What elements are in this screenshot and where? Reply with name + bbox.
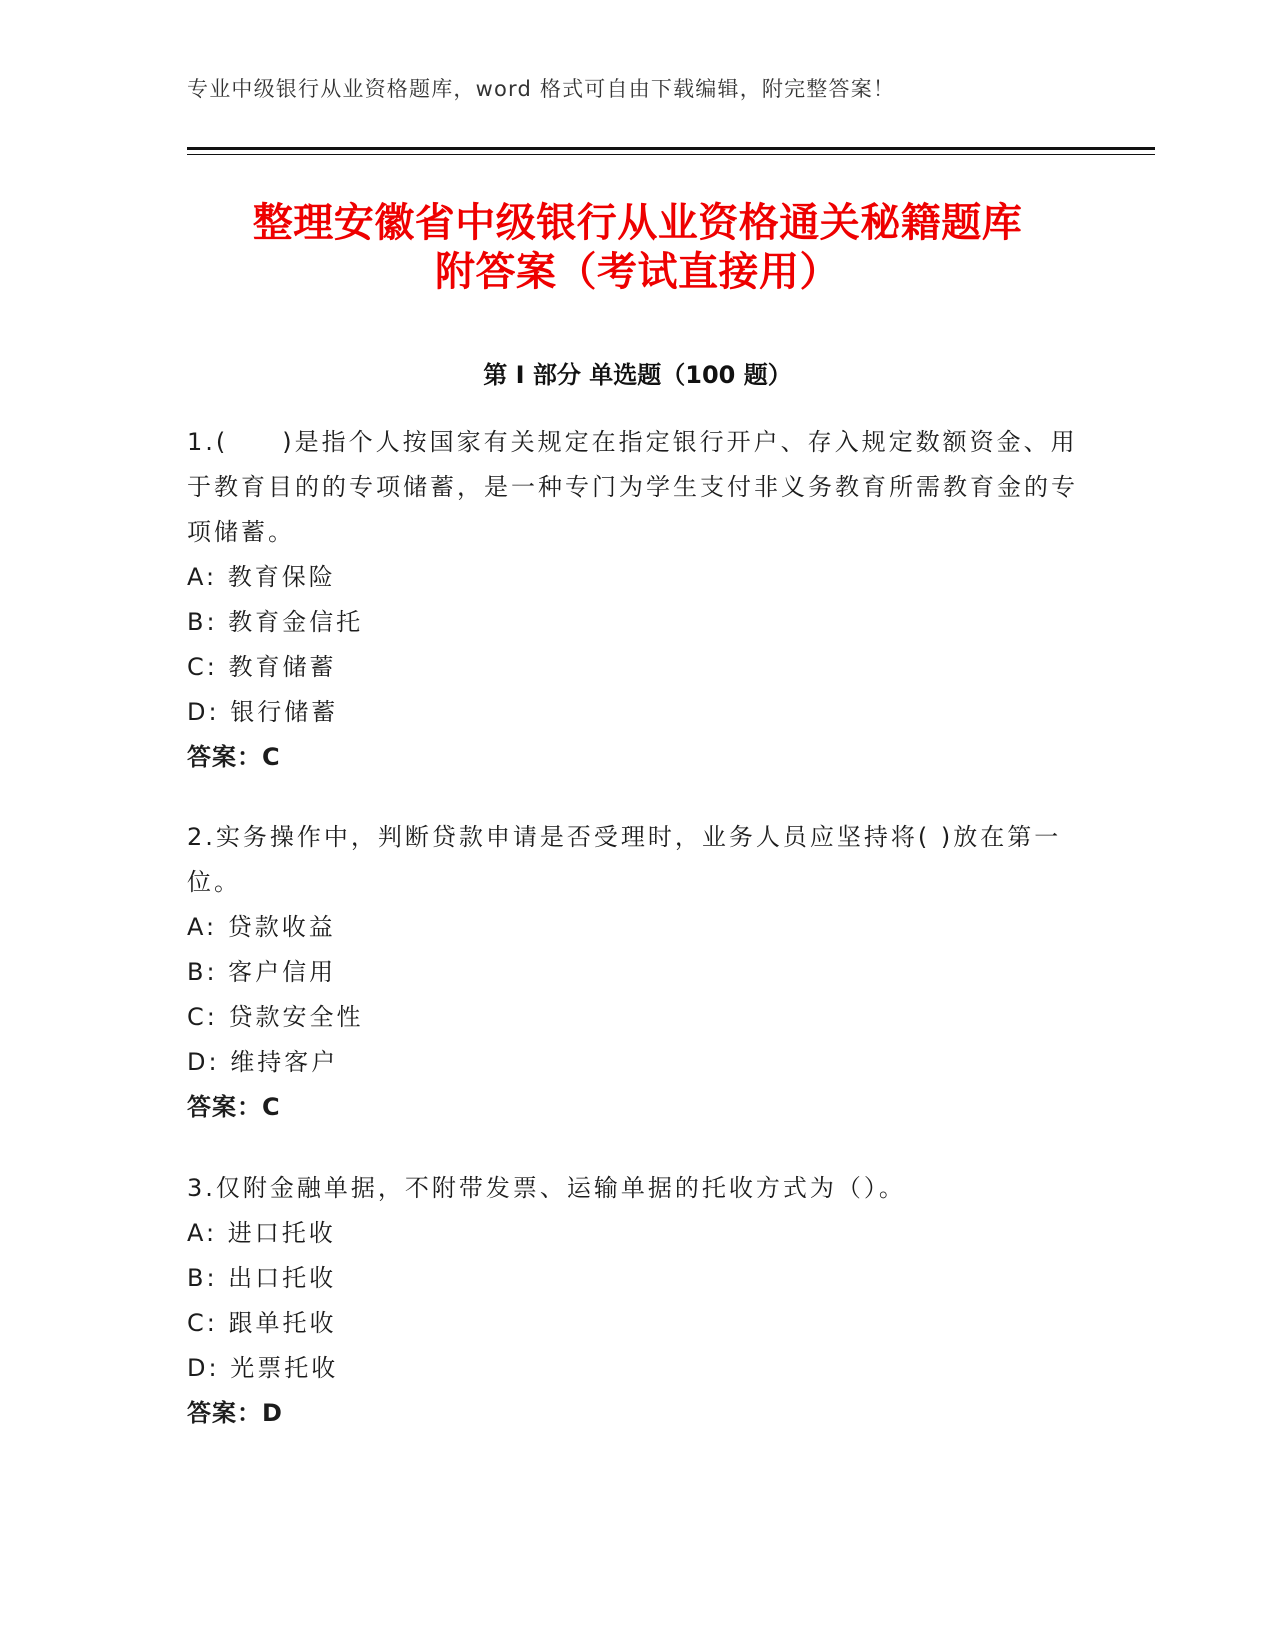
answer: 答案：D: [187, 1399, 283, 1427]
option-c: C: 贷款安全性: [187, 1003, 364, 1031]
document-title-line-2: 附答案（考试直接用）: [435, 249, 840, 295]
question-2: [187, 815, 1087, 1130]
header-divider-thick: [187, 147, 1155, 150]
question-1: [187, 420, 1087, 780]
option-c: C: 跟单托收: [187, 1309, 337, 1337]
option-b: B: 客户信用: [187, 958, 337, 986]
answer: 答案：C: [187, 743, 281, 771]
header-note: 专业中级银行从业资格题库，word 格式可自由下载编辑，附完整答案！: [187, 77, 896, 101]
option-a: A: 进口托收: [187, 1219, 336, 1247]
section-heading: 第 I 部分 单选题（100 题）: [483, 361, 792, 389]
option-b: B: 出口托收: [187, 1264, 337, 1292]
option-a: A: 贷款收益: [187, 913, 336, 941]
option-b: B: 教育金信托: [187, 608, 364, 636]
option-d: D: 维持客户: [187, 1048, 339, 1076]
question-stem: 1.( )是指个人按国家有关规定在指定银行开户、存入规定数额资金、用于教育目的的专项储蓄，是一种专门为学生支付非义务教育所需教育金的专项储蓄。: [187, 428, 1078, 546]
option-d: D: 银行储蓄: [187, 698, 339, 726]
option-d: D: 光票托收: [187, 1354, 339, 1382]
answer: 答案：C: [187, 1093, 281, 1121]
question-stem: 2.实务操作中，判断贷款申请是否受理时，业务人员应坚持将( )放在第一位。: [187, 823, 1062, 896]
option-a: A: 教育保险: [187, 563, 336, 591]
document-title-line-1: 整理安徽省中级银行从业资格通关秘籍题库: [252, 200, 1023, 246]
header-divider-thin: [187, 154, 1155, 155]
question-stem: 3.仅附金融单据，不附带发票、运输单据的托收方式为（）。: [187, 1174, 906, 1202]
question-3: [187, 1166, 1087, 1436]
option-c: C: 教育储蓄: [187, 653, 337, 681]
